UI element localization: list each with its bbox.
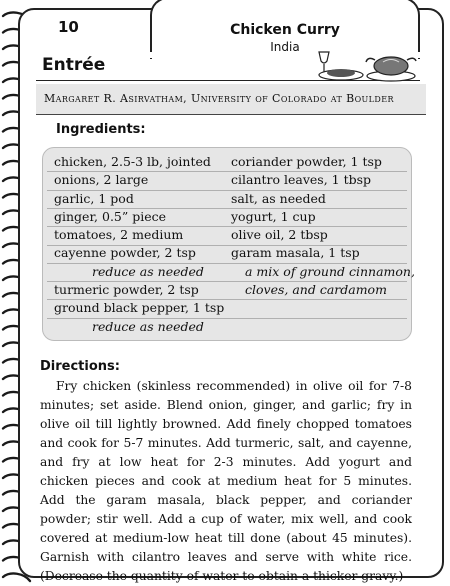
ingredient-item: ground black pepper, 1 tsp <box>54 300 225 316</box>
ingredient-note: reduce as needed <box>92 318 204 334</box>
ingredient-item: cayenne powder, 2 tsp <box>54 245 196 261</box>
directions-text: Fry chicken (skinless recommended) in olive oil for 7-8 minutes; set aside. Blend onion, ginger, and garlic; fry in olive oil till lightly browned. Add finely chopped tomatoes and cook for 5-7 minutes. Add turmeric, salt, and cayenne, and fry at low heat for 2-3 minutes. Add yogurt and chicken pieces and cook at medium heat for 5 minutes. Add the garam masala, black pepper, and coriander powder; stir well. Add a cup of water, mix well, and cook covered at medium-low heat till done (about 45 minutes). Garnish with cilantro leaves and serve with white rice. (Decrease the quantity of water to obtain a thicker gravy.) <box>40 379 412 583</box>
plate-icon <box>319 69 363 80</box>
ingredient-item: tomatoes, 2 medium <box>54 227 184 243</box>
ingredient-item: chicken, 2.5-3 lb, jointed <box>54 154 211 169</box>
ingredient-item: yogurt, 1 cup <box>231 208 316 224</box>
ingredient-item: salt, as needed <box>231 190 326 206</box>
ingredient-note: cloves, and cardamom <box>245 282 387 298</box>
ingredient-item: cilantro leaves, 1 tbsp <box>231 172 372 188</box>
section-heading: Entrée <box>42 55 106 75</box>
ingredient-item: coriander powder, 1 tsp <box>231 154 382 169</box>
ingredients-right-column <box>231 153 415 299</box>
ingredient-item: turmeric powder, 2 tsp <box>54 282 199 298</box>
ingredient-note: reduce as needed <box>92 263 204 279</box>
ingredient-item: olive oil, 2 tbsp <box>231 227 328 243</box>
ingredient-note: a mix of ground cinnamon, <box>245 263 415 279</box>
ingredients-left-column <box>54 153 234 336</box>
recipe-title: Chicken Curry <box>230 22 340 38</box>
ingredient-item: garam masala, 1 tsp <box>231 245 360 261</box>
ingredients-heading: Ingredients: <box>56 122 146 137</box>
page-number: 10 <box>58 18 79 36</box>
recipe-origin: India <box>270 40 300 54</box>
author-credit: Margaret R. Asirvatham, University of Colorado at Boulder <box>44 92 394 105</box>
meal-illustration <box>305 48 417 82</box>
ingredient-item: garlic, 1 pod <box>54 190 134 206</box>
directions-heading: Directions: <box>40 359 120 374</box>
ingredient-item: onions, 2 large <box>54 172 149 188</box>
ingredient-item: ginger, 0.5” piece <box>54 208 167 224</box>
roast-chicken-icon <box>366 57 416 81</box>
